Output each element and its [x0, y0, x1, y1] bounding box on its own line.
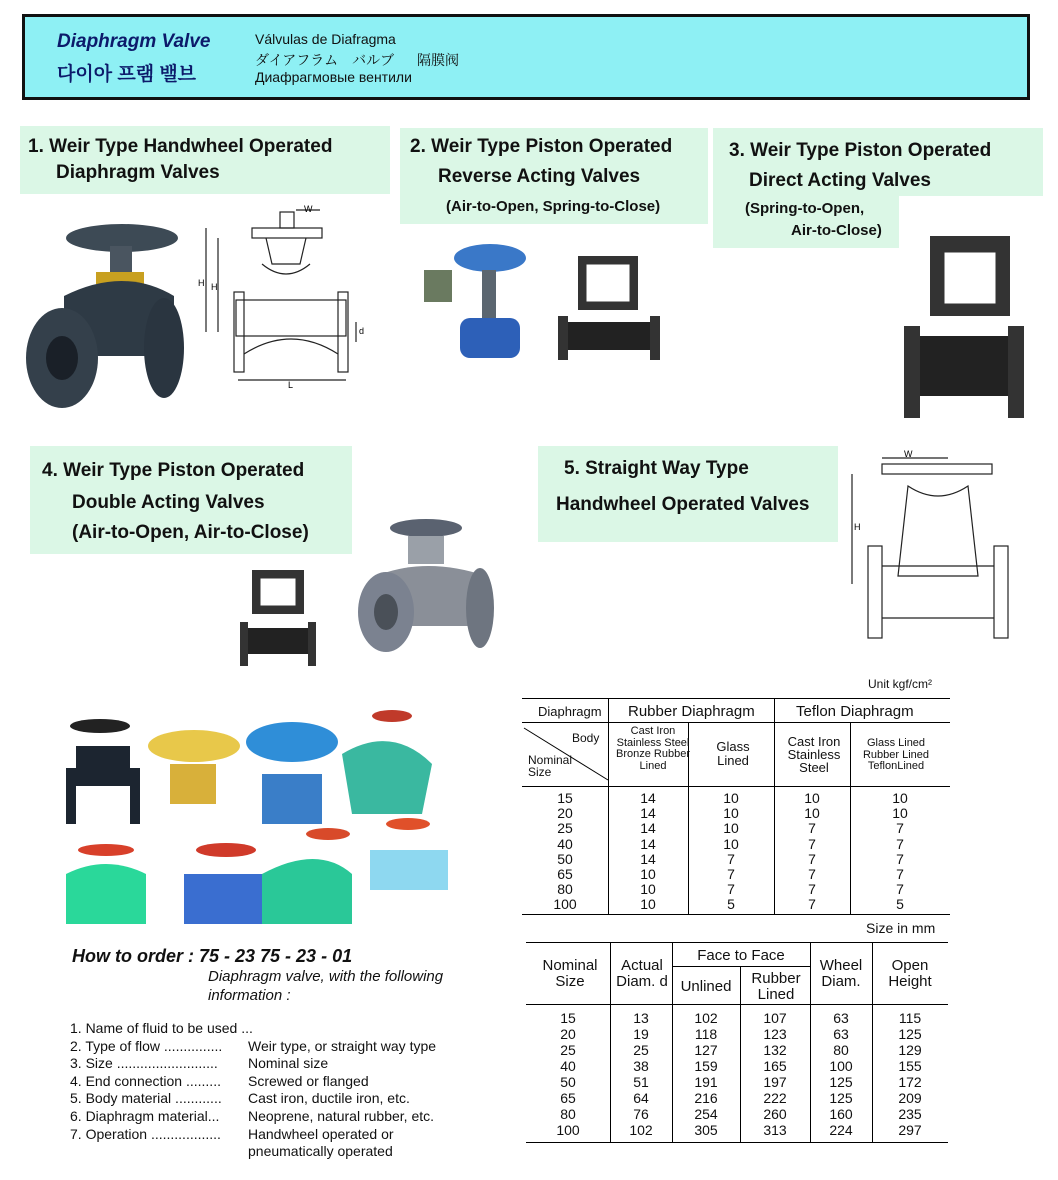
pressure-table-cell: 14 — [640, 835, 656, 852]
pressure-table-cell: 7 — [727, 881, 735, 898]
pressure-table-cell: 5 — [896, 896, 904, 913]
order-item-label: 7. Operation .................. — [70, 1125, 221, 1142]
drawing-label-h2: H — [211, 282, 218, 292]
size-table-cell: 222 — [763, 1090, 787, 1106]
pressure-table-cell: 10 — [723, 820, 739, 837]
type-4-line1: 4. Weir Type Piston Operated — [42, 460, 305, 481]
size-table-cell: 209 — [898, 1090, 922, 1106]
type-4-line3: (Air-to-Open, Air-to-Close) — [72, 522, 309, 543]
pressure-table-cell: 14 — [640, 805, 656, 822]
pressure-table-cell: 7 — [896, 835, 904, 852]
size-table-cell: 15 — [560, 1010, 576, 1026]
pressure-unit: Unit kgf/cm² — [868, 677, 933, 691]
type-1-line1: 1. Weir Type Handwheel Operated — [28, 136, 333, 157]
size-table-cell: 305 — [694, 1122, 718, 1138]
size-table-cell: 155 — [898, 1058, 922, 1074]
order-item-label: 6. Diaphragm material... — [70, 1108, 220, 1124]
size-table-row — [526, 1090, 948, 1106]
valve-drawing-weir-handwheel — [196, 204, 366, 390]
type-3-label-sub — [713, 196, 899, 248]
valve-photo-reverse-acting — [420, 240, 530, 364]
pressure-table-cell: 14 — [640, 850, 656, 867]
pressure-table-cell: 7 — [896, 865, 904, 882]
pressure-table-cell: 25 — [557, 820, 573, 837]
size-table-cell: 25 — [560, 1042, 576, 1058]
size-table-cell: 125 — [829, 1090, 853, 1106]
type-2-line3: (Air-to-Open, Spring-to-Close) — [446, 198, 661, 215]
pressure-table-row — [522, 837, 950, 852]
size-table-cell: 102 — [694, 1010, 718, 1026]
size-table-cell: 107 — [763, 1010, 787, 1026]
pressure-table-cell: 10 — [723, 835, 739, 852]
pressure-table-cell: 100 — [553, 896, 577, 913]
order-list — [0, 1020, 480, 1170]
type-3-line3: (Spring-to-Open, — [745, 200, 865, 217]
size-header-actual: Actual Diam. d — [616, 957, 668, 990]
order-item-value: Screwed or flanged — [248, 1072, 369, 1089]
size-table-row — [526, 1026, 948, 1042]
pressure-table-row — [522, 806, 950, 821]
pressure-header-nominal: Nominal Size — [528, 753, 573, 779]
pressure-table-cell: 7 — [896, 850, 904, 867]
order-item-label: 1. Name of fluid to be used ... — [70, 1020, 253, 1036]
pressure-table-cell: 7 — [896, 820, 904, 837]
size-table-cell: 80 — [560, 1106, 576, 1122]
type-4-line2: Double Acting Valves — [72, 492, 265, 513]
type-2-line2: Reverse Acting Valves — [438, 166, 641, 187]
title-russian: Диафрагмовые вентили — [255, 69, 412, 85]
product-black-valve — [66, 719, 140, 824]
size-table-cell: 63 — [833, 1026, 849, 1042]
size-header-wheel: Wheel Diam. — [819, 957, 863, 990]
pressure-table-cell: 14 — [640, 820, 656, 837]
pressure-table-cell: 7 — [808, 896, 816, 913]
title-english: Diaphragm Valve — [57, 31, 211, 52]
order-item-value: Weir type, or straight way type — [248, 1037, 437, 1054]
pressure-header-col1: Cast Iron Stainless Steel Bronze Rubber Lined — [616, 725, 690, 772]
size-table-cell: 80 — [833, 1042, 849, 1058]
pressure-table-cell: 10 — [723, 805, 739, 822]
type-2-label — [400, 128, 708, 224]
type-1-label — [20, 126, 390, 194]
drawing-label-h1: H — [198, 278, 205, 288]
pressure-header-body: Body — [572, 731, 600, 745]
drawing-label-l: L — [288, 380, 294, 390]
pressure-table-cell: 7 — [808, 850, 816, 867]
size-table-row — [526, 1122, 948, 1138]
pressure-table-cell: 50 — [557, 850, 573, 867]
valve-drawing-double-acting — [238, 566, 318, 670]
pressure-table-row — [522, 791, 950, 806]
order-item-value: Cast iron, ductile iron, etc. — [248, 1090, 410, 1107]
size-table-cell: 197 — [763, 1074, 787, 1090]
size-table-cell: 40 — [560, 1058, 576, 1074]
size-table-cell: 125 — [898, 1026, 922, 1042]
product-yellow-valve — [148, 730, 240, 804]
size-table-cell: 20 — [560, 1026, 576, 1042]
title-chinese: 隔膜阀 — [417, 52, 459, 68]
size-unit: Size in mm — [866, 920, 936, 936]
product-blue-lined-valve — [184, 843, 264, 924]
valve-photo-handwheel — [24, 216, 186, 412]
pressure-header-rubber: Rubber Diaphragm — [628, 703, 755, 720]
size-table-cell: 235 — [898, 1106, 922, 1122]
size-header-face: Face to Face — [697, 947, 785, 964]
type-1-line2: Diaphragm Valves — [56, 162, 220, 183]
product-green-valve-1 — [66, 844, 146, 924]
pressure-table-cell: 10 — [640, 865, 656, 882]
pressure-table-cell: 40 — [557, 835, 573, 852]
pressure-table-cell: 7 — [727, 865, 735, 882]
type-3-label — [713, 128, 1043, 196]
pressure-table-body — [522, 791, 950, 913]
pressure-table-cell: 10 — [892, 805, 908, 822]
size-table-cell: 50 — [560, 1074, 576, 1090]
pressure-table-cell: 65 — [557, 865, 573, 882]
pressure-table-cell: 10 — [804, 790, 820, 806]
pressure-header-col2: Glass Lined — [716, 739, 750, 768]
pressure-table-row — [522, 821, 950, 836]
pressure-table-cell: 7 — [808, 835, 816, 852]
pressure-table-row — [522, 852, 950, 867]
size-table-cell: 191 — [694, 1074, 718, 1090]
size-table-cell: 297 — [898, 1122, 922, 1138]
order-item-value: Handwheel operated or — [248, 1125, 394, 1142]
type-2-line1: 2. Weir Type Piston Operated — [410, 136, 673, 157]
pressure-header-col4: Glass Lined Rubber Lined TeflonLined — [862, 737, 930, 772]
pressure-table-cell: 7 — [896, 881, 904, 898]
order-item-value: Neoprene, natural rubber, etc. — [248, 1108, 435, 1124]
pressure-table-cell: 10 — [640, 881, 656, 898]
valve-drawing-straight-way — [848, 446, 1018, 642]
size-table-cell: 118 — [694, 1026, 718, 1042]
size-table-cell: 224 — [829, 1122, 853, 1138]
valve-drawing-reverse-acting — [556, 250, 662, 362]
pressure-table-cell: 10 — [892, 790, 908, 806]
size-table-row — [526, 1058, 948, 1074]
valve-photo-double-acting — [356, 516, 496, 658]
type-5-label — [538, 446, 838, 542]
size-table-cell: 100 — [829, 1058, 853, 1074]
pressure-table-cell: 7 — [727, 850, 735, 867]
size-table-body — [526, 1010, 948, 1138]
size-table-cell: 76 — [633, 1106, 649, 1122]
pressure-table-cell: 10 — [804, 805, 820, 822]
drawing-label-w: W — [304, 204, 313, 214]
pressure-table-row — [522, 882, 950, 897]
size-table-cell: 254 — [694, 1106, 718, 1122]
pressure-table-cell: 7 — [808, 881, 816, 898]
pressure-table-row — [522, 867, 950, 882]
size-table-cell: 64 — [633, 1090, 649, 1106]
size-table-cell: 102 — [629, 1122, 653, 1138]
size-table-cell: 313 — [763, 1122, 787, 1138]
size-table-row — [526, 1042, 948, 1058]
pressure-table-cell: 15 — [557, 790, 573, 806]
size-table-cell: 129 — [898, 1042, 922, 1058]
drawing-label-d: d — [359, 326, 365, 336]
product-green-valve-2 — [262, 828, 352, 924]
product-teal-valve — [342, 710, 432, 814]
valve-product-collage — [62, 684, 452, 934]
size-table-cell: 160 — [829, 1106, 853, 1122]
order-item-label: 3. Size .......................... — [70, 1055, 218, 1072]
size-table-cell: 115 — [898, 1010, 922, 1026]
size-table-cell: 216 — [694, 1090, 718, 1106]
order-item-label: 5. Body material ............ — [70, 1090, 222, 1107]
type-3-line1: 3. Weir Type Piston Operated — [729, 140, 992, 161]
size-header-open: Open Height — [888, 957, 932, 990]
pressure-table-cell: 7 — [808, 820, 816, 837]
product-light-blue-valve — [370, 818, 448, 890]
drawing-label-h3: H — [854, 522, 861, 532]
size-header-rubber: Rubber Lined — [751, 970, 801, 1003]
size-table-row — [526, 1010, 948, 1026]
type-3-line4: Air-to-Close) — [791, 222, 882, 239]
order-title: How to order : 75 - 23 75 - 23 - 01 — [72, 946, 353, 966]
size-table-cell: 25 — [633, 1042, 649, 1058]
size-header-nominal: Nominal Size — [542, 957, 598, 990]
pressure-table-cell: 80 — [557, 881, 573, 898]
size-table-cell: 65 — [560, 1090, 576, 1106]
valve-drawing-direct-acting — [900, 226, 1024, 422]
pressure-header-col3: Cast Iron Stainless Steel — [787, 734, 841, 775]
size-table-cell: 165 — [763, 1058, 787, 1074]
pressure-table-row — [522, 897, 950, 912]
size-table-cell: 260 — [763, 1106, 787, 1122]
pressure-header-teflon: Teflon Diaphragm — [796, 703, 914, 720]
size-table-cell: 172 — [898, 1074, 922, 1090]
pressure-table-cell: 10 — [640, 896, 656, 913]
drawing-label-w2: W — [904, 449, 913, 459]
size-table-cell: 127 — [694, 1042, 718, 1058]
order-item-value: Nominal size — [248, 1055, 329, 1072]
size-header-unlined: Unlined — [680, 978, 732, 995]
pressure-table-cell: 7 — [808, 865, 816, 882]
size-table-row — [526, 1074, 948, 1090]
title-japanese: ダイアフラム バルブ — [255, 52, 395, 68]
size-table-cell: 100 — [556, 1122, 580, 1138]
order-item-label: 4. End connection ......... — [70, 1072, 221, 1089]
size-table-cell: 159 — [694, 1058, 718, 1074]
size-table-cell: 19 — [633, 1026, 649, 1042]
order-subtitle-1: Diaphragm valve, with the following — [208, 968, 444, 985]
pressure-table-cell: 5 — [727, 896, 735, 913]
size-table-cell: 132 — [763, 1042, 787, 1058]
title-korean: 다이아 프램 밸브 — [57, 64, 197, 85]
size-table-row — [526, 1106, 948, 1122]
type-3-line2: Direct Acting Valves — [749, 170, 931, 191]
pressure-table-cell: 10 — [723, 790, 739, 806]
type-4-label — [30, 446, 352, 554]
size-table-cell: 13 — [633, 1010, 649, 1026]
pressure-table-cell: 20 — [557, 805, 573, 822]
type-5-line1: 5. Straight Way Type — [564, 458, 749, 479]
size-table-cell: 123 — [763, 1026, 787, 1042]
product-blue-valve — [246, 722, 338, 824]
pressure-header-diaphragm: Diaphragm — [538, 704, 602, 719]
size-table-cell: 38 — [633, 1058, 649, 1074]
size-table-cell: 51 — [633, 1074, 649, 1090]
header-banner — [22, 14, 1030, 100]
title-spanish: Válvulas de Diafragma — [255, 31, 396, 47]
pressure-table-cell: 14 — [640, 790, 656, 806]
type-5-line2: Handwheel Operated Valves — [556, 494, 810, 515]
size-table-cell: 125 — [829, 1074, 853, 1090]
order-item-value: pneumatically operated — [248, 1143, 393, 1160]
order-item-label: 2. Type of flow ............... — [70, 1037, 223, 1054]
size-table-cell: 63 — [833, 1010, 849, 1026]
order-subtitle-2: information : — [208, 987, 291, 1004]
